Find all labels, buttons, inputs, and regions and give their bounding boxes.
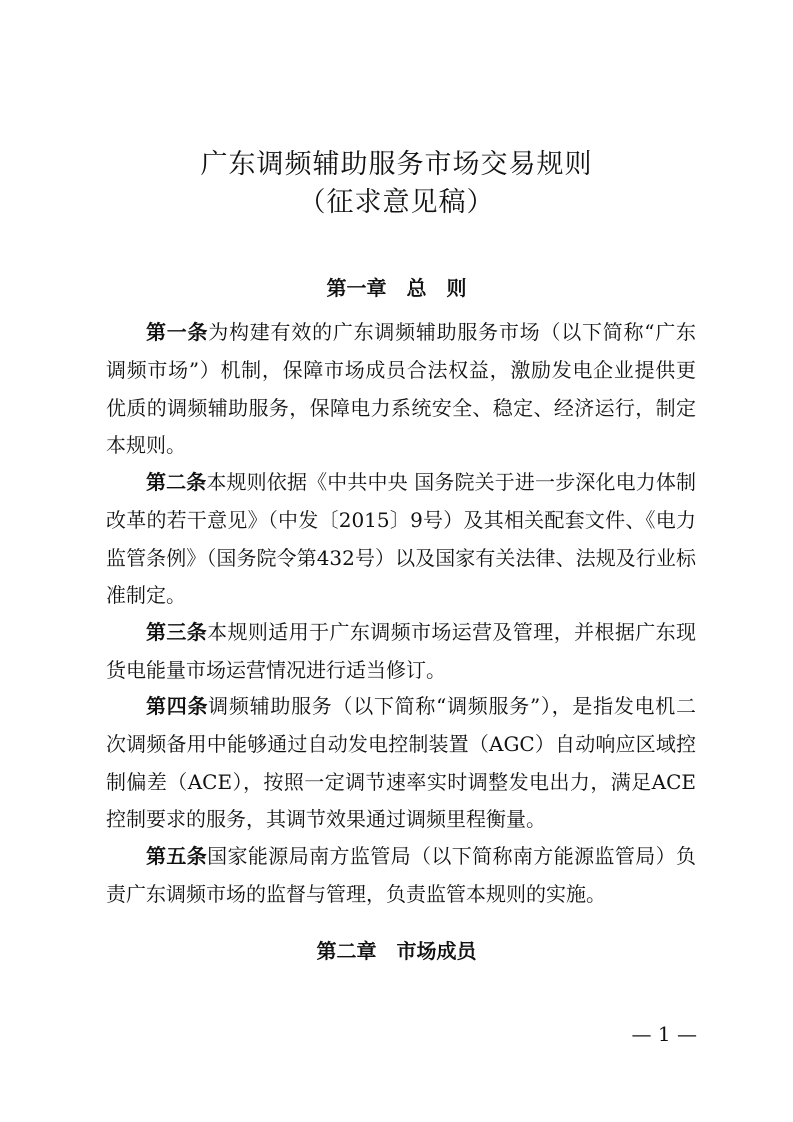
article-paragraph xyxy=(106,688,696,839)
article-label: 第二条 xyxy=(146,470,207,494)
article-paragraph xyxy=(106,314,696,465)
article-label: 第四条 xyxy=(146,694,209,718)
document-title: 广东调频辅助服务市场交易规则 xyxy=(200,149,593,180)
article-paragraph xyxy=(106,614,696,690)
article-paragraph xyxy=(106,464,696,615)
article-label: 第一条 xyxy=(146,320,209,344)
article-text: 本规则依据《中共中央 国务院关于进一步深化电力体制改革的若干意见》（中发〔2015〕9号）及其相关配套文件、《电力监管条例》（国务院令第432号）以及国家有关法律、法规及行业标准制定。 xyxy=(106,470,696,608)
article-text: 本规则适用于广东调频市场运营及管理，并根据广东现货电能量市场运营情况进行适当修订。 xyxy=(106,620,697,682)
article-paragraph xyxy=(106,838,696,914)
article-label: 第五条 xyxy=(146,844,208,868)
article-label: 第三条 xyxy=(146,620,208,644)
document-subtitle: （征求意见稿） xyxy=(298,187,495,218)
article-text: 国家能源局南方监管局（以下简称南方能源监管局）负责广东调频市场的监督与管理，负责监管本规则的实施。 xyxy=(106,844,697,906)
page-number: — 1 — xyxy=(631,1022,697,1046)
chapter-heading: 第二章 市场成员 xyxy=(316,939,477,963)
article-text: 为构建有效的广东调频辅助服务市场（以下简称“广东调频市场”）机制，保障市场成员合法权益，激励发电企业提供更优质的调频辅助服务，保障电力系统安全、稳定、经济运行，制定本规则。 xyxy=(106,320,696,458)
article-text: 调频辅助服务（以下简称“调频服务”），是指发电机二次调频备用中能够通过自动发电控制装置（AGC）自动响应区域控制偏差（ACE），按照一定调节速率实时调整发电出力，满足ACE控制要求的服务，其调节效果通过调频里程衡量。 xyxy=(106,694,696,832)
chapter-heading: 第一章 总 则 xyxy=(326,276,467,300)
